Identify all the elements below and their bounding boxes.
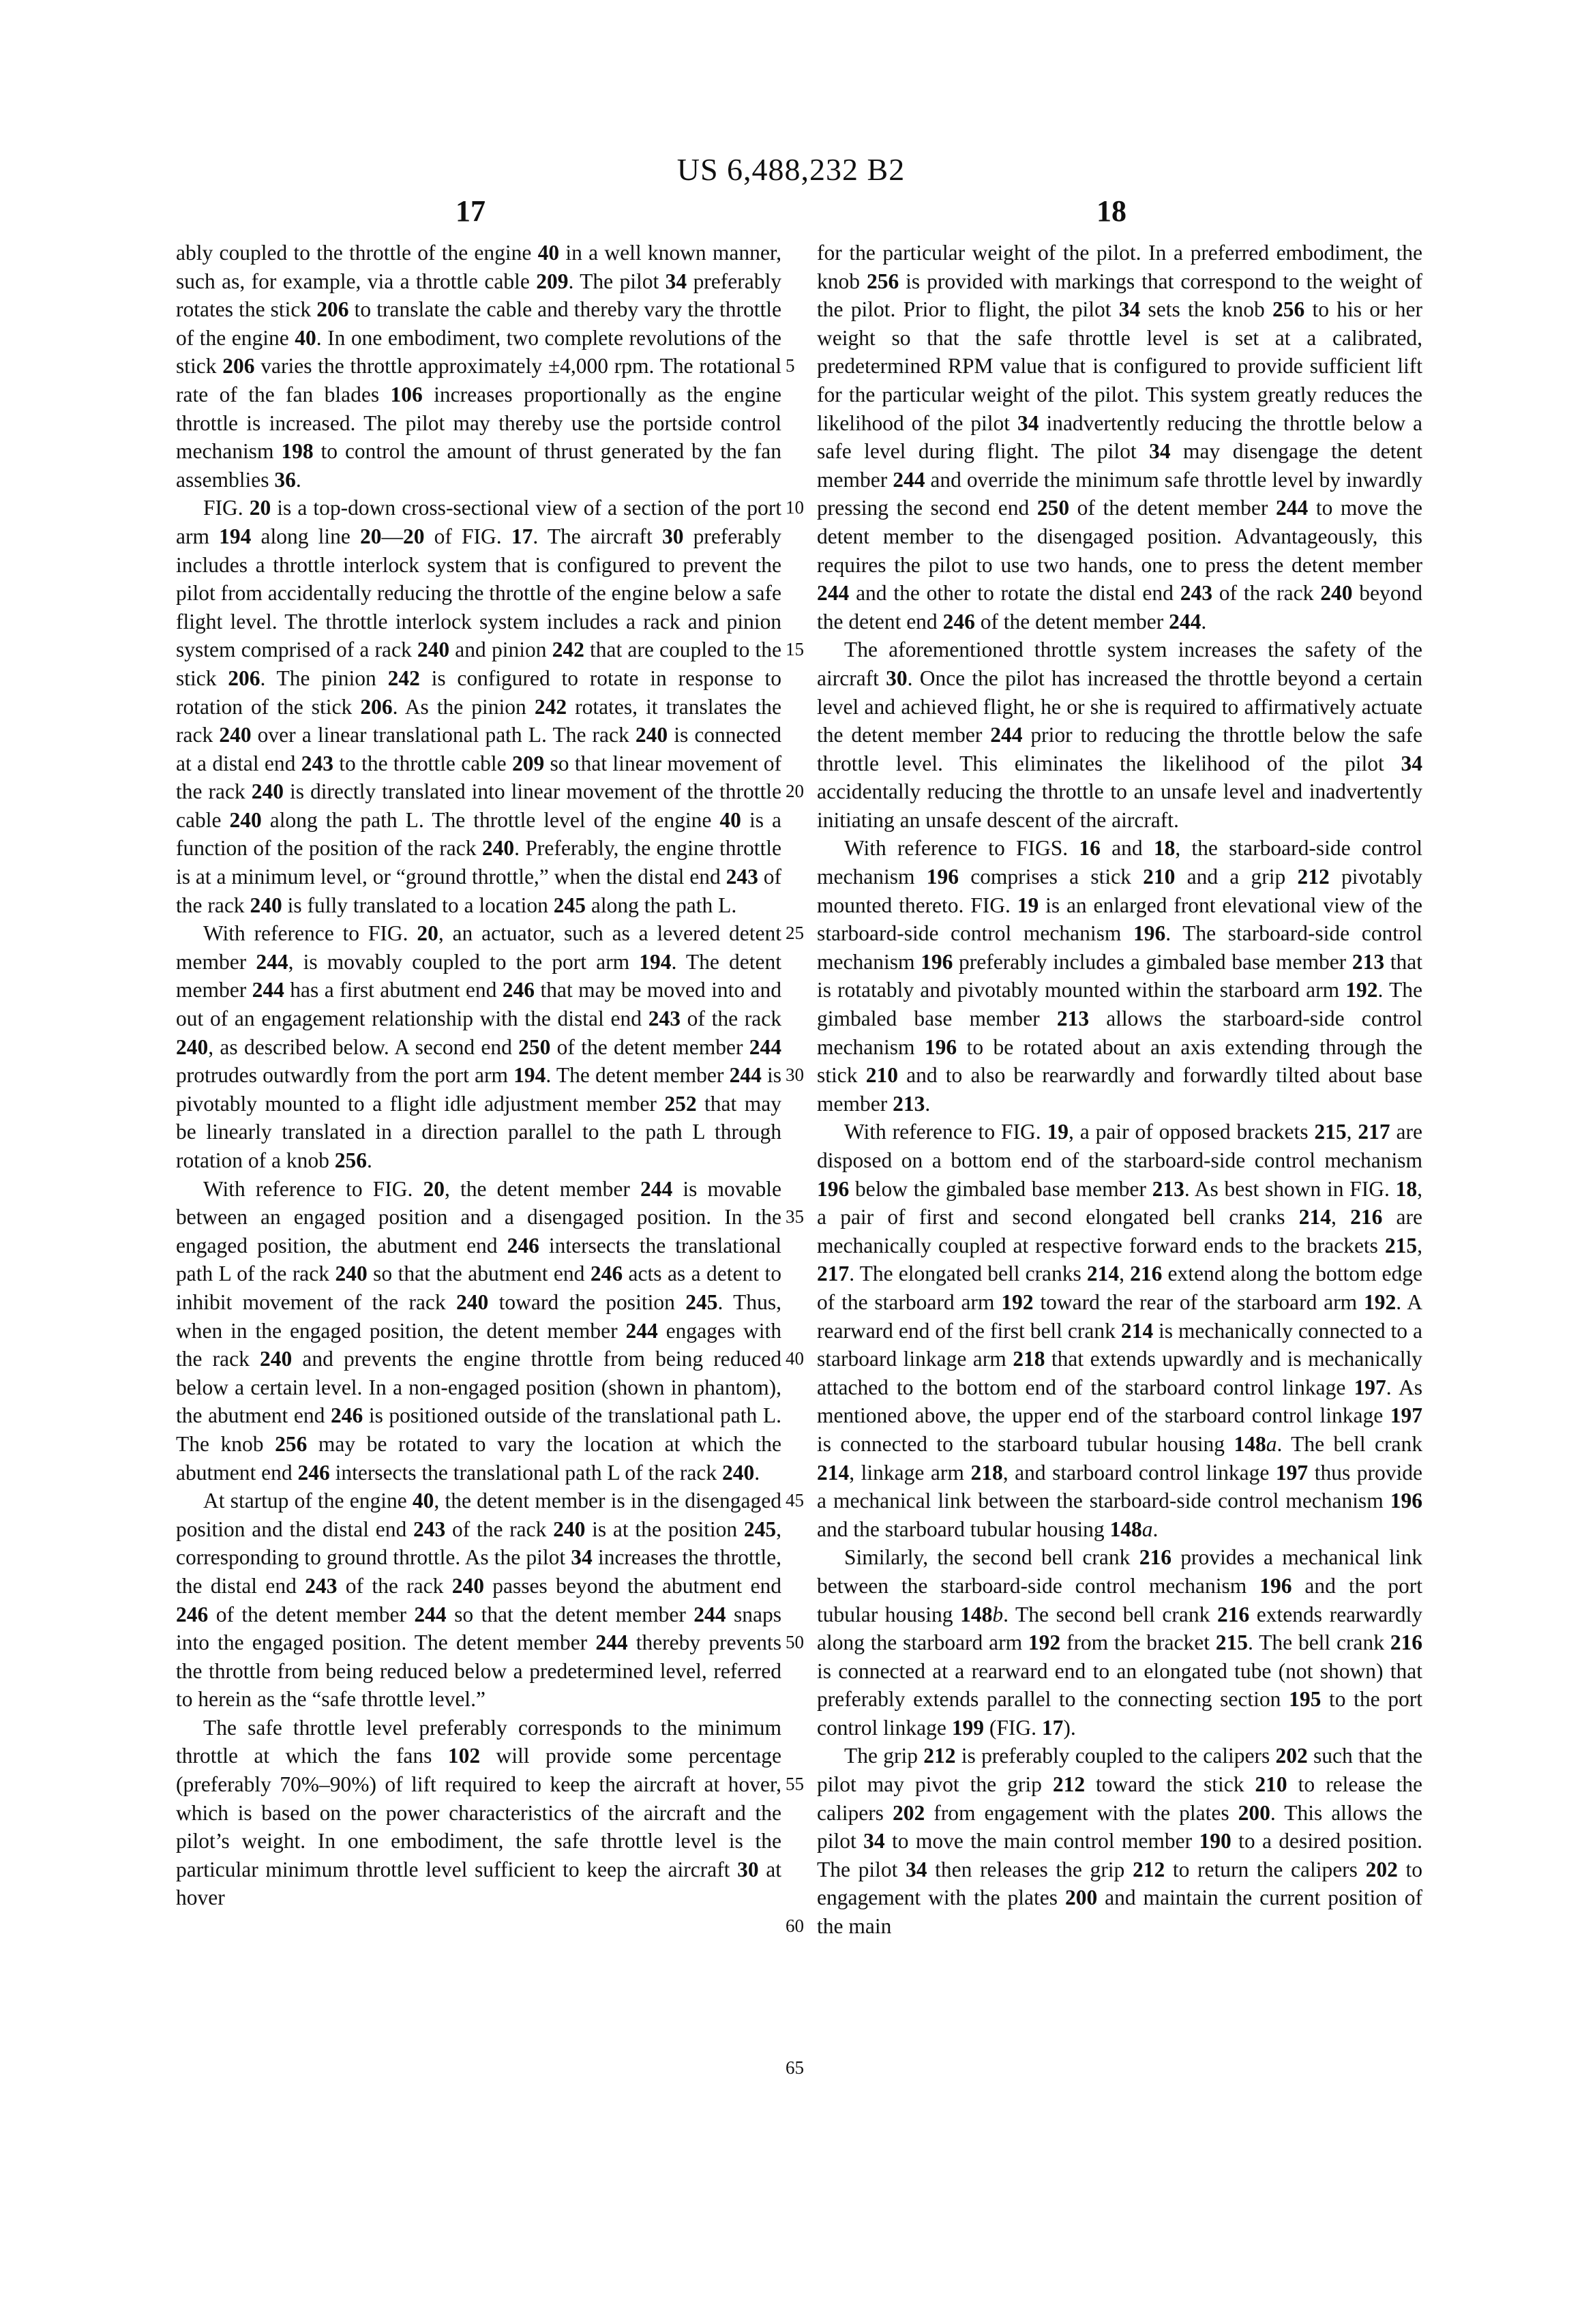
line-number: 45 [786, 1490, 804, 1511]
line-number: 40 [786, 1348, 804, 1369]
left-paragraph: ably coupled to the throttle of the engine 40 in a well known manner, such as, for example, via a throttle cable 209. The pilot 34 preferably rotates the stick 206 to translate the cable and thereby vary the throttle of the engine 40. In one embodiment, two complete revolutions of the stick 206 varies the throttle approximately ±4,000 rpm. The rotational rate of the fan blades 106 increases proportionally as the engine throttle is increased. The pilot may thereby use the portside control mechanism 198 to control the amount of thrust generated by the fan assemblies 36. [176, 241, 781, 492]
line-number: 25 [786, 923, 804, 944]
left-column-page-number: 17 [456, 194, 486, 228]
line-number: 15 [786, 639, 804, 660]
line-number: 65 [786, 2057, 804, 2079]
right-paragraph: The aforementioned throttle system increases the safety of the aircraft 30. Once the pilot has increased the throttle beyond a certain level and achieved flight, he or she is required to affirmatively actuate the detent member 244 prior to reducing the throttle below the safe throttle level. This eliminates the likelihood of the pilot 34 accidentally reducing the throttle to an unsafe level and inadvertently initiating an unsafe descent of the aircraft. [817, 638, 1422, 832]
right-paragraph: Similarly, the second bell crank 216 provides a mechanical link between the starboard-side control mechanism 196 and the port tubular housing 148b. The second bell crank 216 extends rearwardly along the starboard arm 192 from the bracket 215. The bell crank 216 is connected at a rearward end to an elongated tube (not shown) that preferably extends parallel to the connecting section 195 to the port control linkage 199 (FIG. 17). [817, 1545, 1423, 1740]
left-paragraph: At startup of the engine 40, the detent member is in the disengaged position and the distal end 243 of the rack 240 is at the position 245, corresponding to ground throttle. As the pilot 34 increases the throttle, the distal end 243 of the rack 240 passes beyond the abutment end 246 of the detent member 244 so that the detent member 244 snaps into the engaged position. The detent member 244 thereby prevents the throttle from being reduced below a predetermined level, referred to herein as the “safe throttle level.” [176, 1489, 782, 1712]
right-paragraph: With reference to FIG. 19, a pair of opposed brackets 215, 217 are disposed on a bottom end of the starboard-side control mechanism 196 below the gimbaled base member 213. As best shown in FIG. 18, a pair of first and second elongated bell cranks 214, 216 are mechanically coupled at respective forward ends to the brackets 215, 217. The elongated bell cranks 214, 216 extend along the bottom edge of the starboard arm 192 toward the rear of the starboard arm 192. A rearward end of the first bell crank 214 is mechanically connected to a starboard linkage arm 218 that extends upwardly and is mechanically attached to the bottom end of the starboard control linkage 197. As mentioned above, the upper end of the starboard control linkage 197 is connected to the starboard tubular housing 148a. The bell crank 214, linkage arm 218, and starboard control linkage 197 thus provide a mechanical link between the starboard-side control mechanism 196 and the starboard tubular housing 148a. [817, 1120, 1423, 1541]
patent-number: US 6,488,232 B2 [676, 152, 906, 187]
right-paragraph: With reference to FIGS. 16 and 18, the starboard-side control mechanism 196 comprises a stick 210 and a grip 212 pivotably mounted thereto. FIG. 19 is an enlarged front elevational view of the starboard-side control mechanism 196. The starboard-side control mechanism 196 preferably includes a gimbaled base member 213 that is rotatably and pivotably mounted within the starboard arm 192. The gimbaled base member 213 allows the starboard-side control mechanism 196 to be rotated about an axis extending through the stick 210 and to also be rearwardly and forwardly tilted about base member 213. [817, 836, 1423, 1116]
right-column-page-number: 18 [1096, 194, 1126, 228]
line-number: 60 [786, 1916, 804, 1937]
line-number: 20 [786, 781, 804, 802]
left-paragraph: With reference to FIG. 20, an actuator, such as a levered detent member 244, is movably coupled to the port arm 194. The detent member 244 has a first abutment end 246 that may be moved into and out of an engagement relationship with the distal end 243 of the rack 240, as described below. A second end 250 of the detent member 244 protrudes outwardly from the port arm 194. The detent member 244 is pivotably mounted to a flight idle adjustment member 252 that may be linearly translated in a direction parallel to the path L through rotation of a knob 256. [176, 921, 782, 1172]
line-number: 35 [786, 1206, 804, 1227]
line-number: 5 [786, 355, 795, 376]
right-paragraph: for the particular weight of the pilot. In a preferred embodiment, the knob 256 is provided with markings that correspond to the weight of the pilot. Prior to flight, the pilot 34 sets the knob 256 to his or her weight so that the safe throttle level is set at a calibrated, predetermined RPM value that is configured to provide sufficient lift for the particular weight of the pilot. This system greatly reduces the likelihood of the pilot 34 inadvertently reducing the throttle below a safe level during flight. The pilot 34 may disengage the detent member 244 and override the minimum safe throttle level by inwardly pressing the second end 250 of the detent member 244 to move the detent member to the disengaged position. Advantageously, this requires the pilot to use two hands, one to press the detent member 244 and the other to rotate the distal end 243 of the rack 240 beyond the detent end 246 of the detent member 244. [817, 241, 1422, 634]
left-paragraph: With reference to FIG. 20, the detent member 244 is movable between an engaged position and a disengaged position. In the engaged position, the abutment end 246 intersects the translational path L of the rack 240 so that the abutment end 246 acts as a detent to inhibit movement of the rack 240 toward the position 245. Thus, when in the engaged position, the detent member 244 engages with the rack 240 and prevents the engine throttle from being reduced below a certain level. In a non-engaged position (shown in phantom), the abutment end 246 is positioned outside of the translational path L. The knob 256 may be rotated to vary the location at which the abutment end 246 intersects the translational path L of the rack 240. [176, 1176, 782, 1485]
left-paragraph: FIG. 20 is a top-down cross-sectional view of a section of the port arm 194 along line 20—20 of FIG. 17. The aircraft 30 preferably includes a throttle interlock system that is configured to prevent the pilot from accidentally reducing the throttle of the engine below a safe flight level. The throttle interlock system includes a rack and pinion system comprised of a rack 240 and pinion 242 that are coupled to the stick 206. The pinion 242 is configured to rotate in response to rotation of the stick 206. As the pinion 242 rotates, it translates the rack 240 over a linear translational path L. The rack 240 is connected at a distal end 243 to the throttle cable 209 so that linear movement of the rack 240 is directly translated into linear movement of the throttle cable 240 along the path L. The throttle level of the engine 40 is a function of the position of the rack 240. Preferably, the engine throttle is at a minimum level, or “ground throttle,” when the distal end 243 of the rack 240 is fully translated to a location 245 along the path L. [176, 496, 782, 917]
right-text-column [817, 239, 1422, 1941]
left-text-column [176, 239, 781, 1912]
line-number: 30 [786, 1064, 804, 1086]
right-paragraph: The grip 212 is preferably coupled to the calipers 202 such that the pilot may pivot the grip 212 toward the stick 210 to release the calipers 202 from engagement with the plates 200. This allows the pilot 34 to move the main control member 190 to a desired position. The pilot 34 then releases the grip 212 to return the calipers 202 to engagement with the plates 200 and maintain the current position of the main [817, 1744, 1423, 1939]
line-number: 55 [786, 1774, 804, 1795]
line-number: 50 [786, 1632, 804, 1653]
left-paragraph: The safe throttle level preferably corresponds to the minimum throttle at which the fans 102 will provide some percentage (preferably 70%–90%) of lift required to keep the aircraft at hover, which is based on the power characteristics of the aircraft and the pilot’s weight. In one embodiment, the safe throttle level is the particular minimum throttle level sufficient to keep the aircraft 30 at hover [176, 1715, 781, 1910]
line-number: 10 [786, 497, 804, 518]
line-number-gutter [786, 239, 813, 2216]
